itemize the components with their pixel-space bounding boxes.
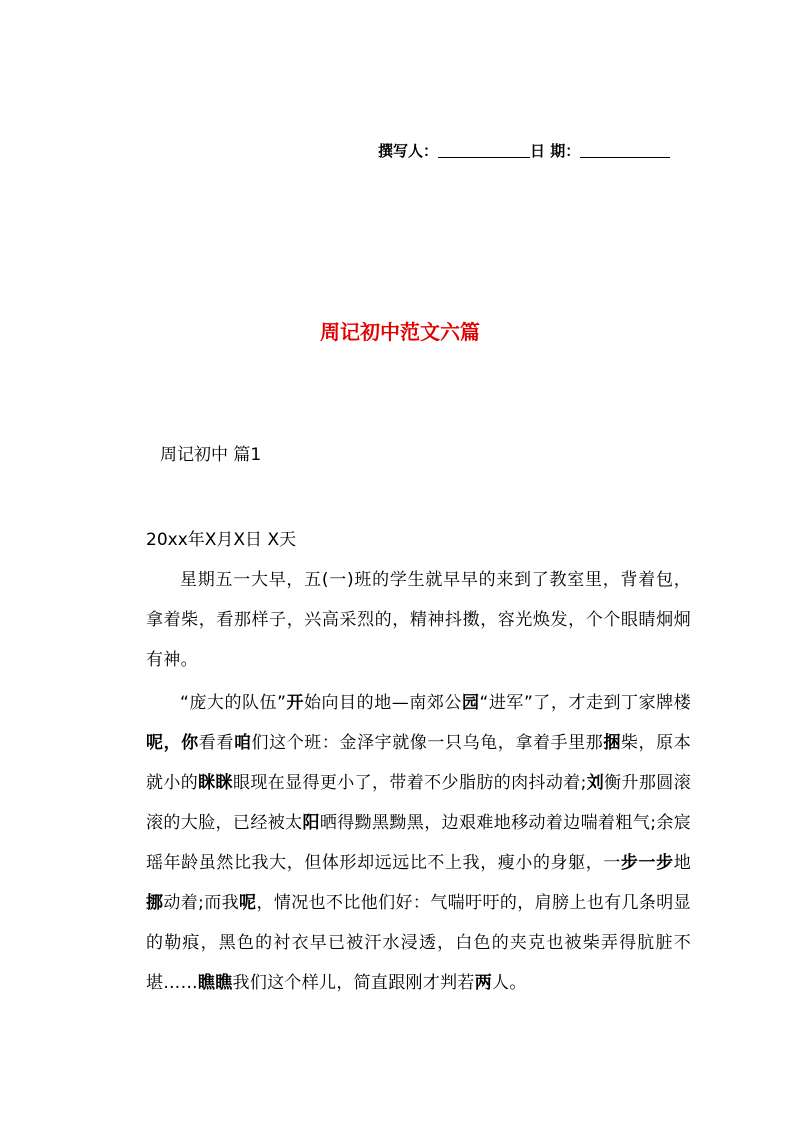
date-blank (580, 142, 670, 158)
entry-date-line: 20xx年X月X日 X天 (146, 530, 297, 550)
bold-run: 刘 (586, 773, 605, 793)
text-run: 始向目的地—南郊公 (304, 693, 462, 713)
bold-run: 开 (286, 693, 304, 713)
text-run: 看看 (198, 733, 234, 753)
author-blank (438, 142, 530, 158)
date-label: 日 期： (530, 142, 581, 160)
text-run: ，情况也不比他们好：气喘吁吁的，肩膀上也有几条明显的勒痕，黑色的衬衣早已被汗水浸透，白色的夹克也被柴弄得肮脏不堪…… (146, 893, 691, 993)
text-run: 们这个班：金泽宇就像一只乌龟，拿着手里那 (251, 733, 604, 753)
text-run: 柴，原本就小的 (146, 733, 691, 793)
author-date-line (378, 140, 670, 161)
text-run: 地 (673, 853, 691, 873)
bold-run: 眯眯 (198, 773, 233, 793)
bold-run: 呢，你 (146, 733, 199, 753)
text-run: 我们这个样儿，简直跟刚才判若 (232, 973, 475, 993)
text-run: “进军”了，才走到丁家牌楼 (479, 693, 691, 713)
paragraph-2 (146, 683, 691, 1003)
bold-run: 步一步 (620, 853, 674, 873)
text-run: 动着;而我 (163, 893, 240, 913)
bold-run: 阳 (302, 813, 320, 833)
section-heading: 周记初中 篇1 (160, 445, 262, 465)
bold-run: 瞧瞧 (197, 973, 233, 993)
text-run: 眼现在显得更小了，带着不少脂肪的肉抖动着; (232, 773, 587, 793)
paragraph-1: 星期五一大早，五(一)班的学生就早早的来到了教室里，背着包，拿着柴，看那样子，兴高采烈的，精神抖擞，容光焕发，个个眼睛炯炯有神。 (146, 570, 691, 670)
bold-run: 咱 (233, 733, 252, 753)
bold-run: 捆 (603, 733, 621, 753)
text-run: 衡升那圆滚滚的大脸，已经被太 (146, 773, 691, 833)
bold-run: 园 (461, 693, 480, 713)
text-run: “庞大的队伍” (180, 693, 287, 713)
bold-run: 两 (474, 973, 493, 993)
text-run: 人。 (492, 973, 527, 993)
text-run: 晒得黝黑黝黑，边艰难地移动着边喘着粗气;余宸瑶年龄虽然比我大，但体形却远远比不上我，瘦小的身躯，一 (146, 813, 692, 873)
author-label: 撰写人： (378, 142, 439, 160)
document-title: 周记初中范文六篇 (320, 320, 480, 344)
bold-run: 呢 (239, 893, 257, 913)
bold-run: 挪 (146, 893, 164, 913)
